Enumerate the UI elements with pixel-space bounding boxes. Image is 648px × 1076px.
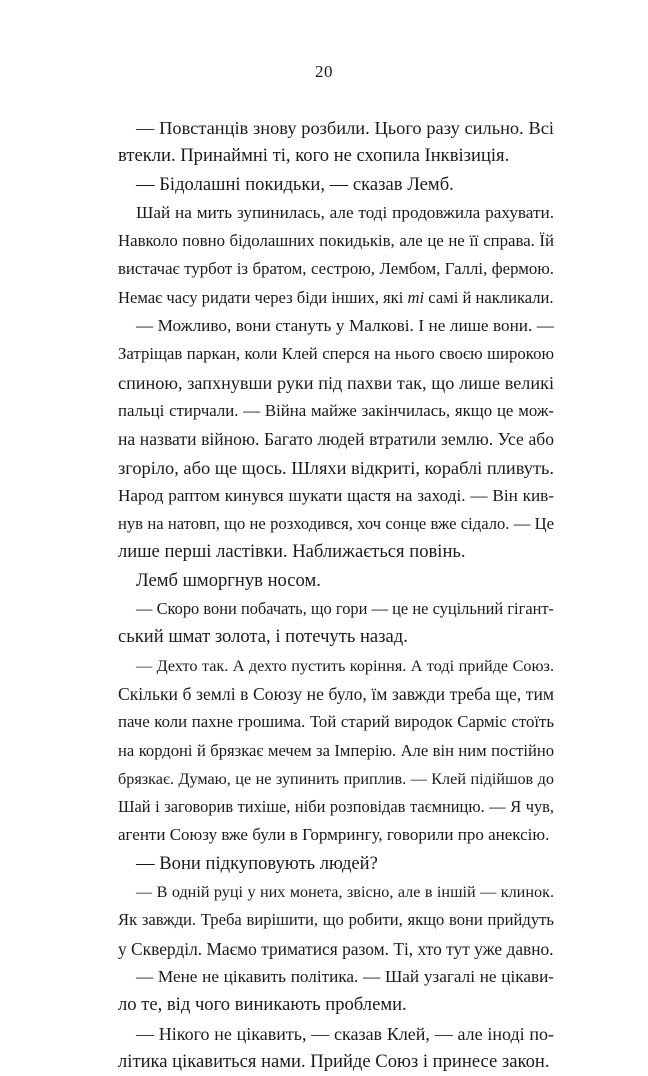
- text-line: ло те, від чого виникають проблеми.: [118, 994, 407, 1016]
- text-line: вистачає турбот із братом, сестрою, Лембом, Галлі, фермою.: [118, 259, 554, 279]
- text-line: [118, 284, 554, 312]
- page-number: 20: [315, 62, 333, 81]
- text-line: пальці стирчали. — Війна майже закінчилась, якщо це мож-: [118, 400, 554, 420]
- text-line: втекли. Принаймні ті, кого не схопила Інквізиція.: [118, 145, 510, 167]
- text-line: — Бідолашні покидьки, — сказав Лемб.: [136, 173, 454, 195]
- italic-emphasis: ті: [407, 287, 425, 307]
- text-line: Затріщав паркан, коли Клей сперся на нього своєю широкою: [118, 344, 554, 364]
- text-line: у Скверділ. Маємо триматися разом. Ті, хто тут уже давно.: [118, 938, 554, 959]
- text-line: — В одній руці у них монета, звісно, але в іншій — клинок.: [136, 883, 554, 902]
- text-line: нув на натовп, що не розходився, хоч сонце вже сідало. — Це: [118, 514, 554, 534]
- text-line: Лемб шморгнув носом.: [136, 569, 321, 591]
- text-line: спиною, запхнувши руки під пахви так, що лише великі: [118, 372, 554, 393]
- text-line: Шай на мить зупинилась, але тоді продовжила рахувати.: [136, 202, 554, 222]
- text-line: — Вони підкуповують людей?: [136, 852, 378, 874]
- text-line: — Мене не цікавить політика. — Шай узагалі не цікави-: [136, 966, 554, 986]
- text-line: Народ раптом кинувся шукати щастя на заході. — Він кив-: [118, 485, 554, 505]
- text-line: ський шмат золота, і потечуть назад.: [118, 626, 408, 648]
- text-line: брязкає. Думаю, це не зупинить приплив. — Клей підійшов до: [118, 769, 554, 788]
- text-line: Як завжди. Треба вирішити, що робити, якщо вони прийдуть: [118, 910, 554, 930]
- text-line: Шай і заговорив тихіше, ніби розповідав таємницю. — Я чув,: [118, 797, 554, 817]
- text-line: — Скоро вони побачать, що гори — це не суцільний гігант-: [136, 599, 554, 619]
- text-line: на назвати війною. Багато людей втратили землю. Усе або: [118, 429, 554, 450]
- text-line: — Повстанців знову розбили. Цього разу сильно. Всі: [136, 118, 554, 138]
- text-line: на кордоні й брязкає мечем за Імперію. Але він ним постійно: [118, 740, 554, 760]
- text-line: Навколо повно бідолашних покидьків, але це не її справа. Їй: [118, 231, 554, 251]
- text-line: — Нікого не цікавить, — сказав Клей, — але іноді по-: [136, 1023, 554, 1044]
- text-line: паче коли пахне грошима. Той старий виродок Сарміс стоїть: [118, 712, 554, 732]
- text-line: — Можливо, вони стануть у Малкові. І не лише вони. —: [136, 316, 554, 336]
- text-line: лише перші ластівки. Наближається повінь.: [118, 541, 466, 563]
- text-line: згоріло, або ще щось. Шляхи відкриті, кораблі пливуть.: [118, 457, 554, 478]
- text-line: агенти Союзу вже були в Гормрингу, говорили про анексію.: [118, 825, 550, 845]
- text-line: літика цікавиться нами. Прийде Союз і принесе закон.: [118, 1050, 550, 1072]
- text-segment: Немає часу ридати через біди інших, які: [118, 287, 408, 307]
- text-segment: самі й накликали.: [424, 287, 554, 307]
- text-line: — Дехто так. А дехто пустить коріння. А тоді прийде Союз.: [136, 656, 554, 675]
- text-line: Скільки б землі в Союзу не було, їм завжди треба ще, тим: [118, 683, 554, 704]
- body-text: [118, 114, 554, 1076]
